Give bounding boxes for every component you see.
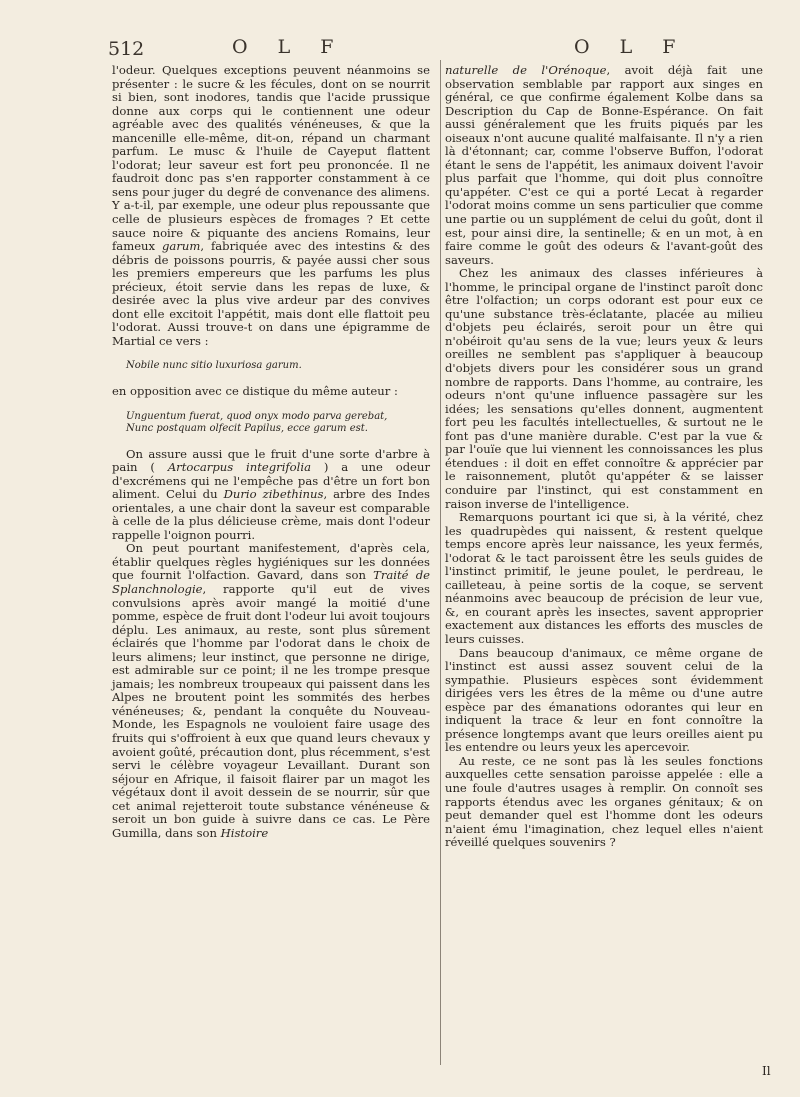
text: , rapporte qu'il eut de vives convulsions après avoir mangé la moitié d'une pomme, espèce de fruit dont l'odeur lui avoit toujours déplu. Les animaux, au reste, sont plus sûrement éclairés que l'homme par l'odorat dans le choix de leurs alimens; leur instinct, que personne ne dirige, est admirable sur ce point; il ne les trompe presque jamais; les nombreux troupeaux qui paissent dans les Alpes ne broutent point les sommités des herbes vénéneuses; &, pendant la conquête du Nouveau-Monde, les Espagnols ne vouloient faire usage des fruits qui s'offroient à eux que quand leurs chevaux y avoient goûté, précaution dont, plus récemment, s'est servi le célèbre voyageur Levaillant. Durant son séjour en Afrique, il faisoit flairer par un magot les végétaux dont il avoit dessein de se nourrir, sûr que cet animal rejetteroit toute substance vénéneuse & seroit un bon guide à suivre dans ce cas. Le Père Gumilla, dans son: [112, 582, 430, 840]
right-column: [445, 64, 763, 850]
paragraph: [112, 64, 430, 348]
running-head-left: O L F: [232, 36, 346, 58]
paragraph: [112, 542, 430, 840]
italic-title: Histoire: [220, 825, 269, 840]
text: On assure aussi que le fruit d'une sorte d'arbre à pain (: [112, 446, 430, 475]
quotation-line: Unguentum fuerat, quod onyx modo parva gerebat,: [126, 410, 388, 422]
text: ) a une odeur d'excrémens qui ne l'empêche pas d'être un fort bon aliment. Celui du: [112, 460, 431, 502]
column-divider: [440, 60, 441, 1065]
text: , fabriquée avec des intestins & des débris de poissons pourris, & payée aussi cher sous les premiers empereurs que les parfums les plus précieux, étoit servie dans les repas de luxe, & desirée avec la plus vive ardeur par des convives dont elle excitoit l'appétit, mais dont elle flattoit peu l'odorat. Aussi trouve-t on dans une épigramme de Martial ce vers :: [112, 239, 431, 348]
text: , avoit déjà fait une observation semblable par rapport aux singes en général, ce que confirme également Kolbe dans sa Description du Cap de Bonne-Espérance. On fait aussi généralement que les fruits piqués par les oiseaux n'ont aucune qualité malfaisante. Il n'y a rien là d'étonnant; car, comme l'observe Buffon, l'odorat étant le sens de l'appétit, les animaux doivent l'avoir plus parfait que l'homme, qui doit plus connoître qu'appéter. C'est ce qui a porté Lecat à regarder l'odorat moins comme un sens particulier que comme une partie ou un supplément de celui du goût, dont il est, pour ainsi dire, la sentinelle; & en un mot, à en faire comme le goût des odeurs & l'avant-goût des saveurs.: [445, 63, 764, 267]
text: On peut pourtant manifestement, d'après cela, établir quelques règles hygiéniques sur les données que fournit l'olfaction. Gavard, dans son: [112, 541, 430, 583]
left-column: [112, 64, 430, 840]
running-head-right: O L F: [574, 36, 688, 58]
quotation: Nobile nunc sitio luxuriosa garum.: [126, 360, 302, 372]
paragraph: Chez les animaux des classes inférieures à l'homme, le principal organe de l'instinct paroît donc être l'olfaction; un corps odorant est pour eux ce qu'une substance très-éclatante, placée au milieu d'objets peu éclairés, seroit pour un être qui n'obéiroit qu'au sens de la vue; leurs yeux & leurs oreilles ne semblent pas s'appliquer à beaucoup d'objets divers pour les considérer sous un grand nombre de rapports. Dans l'homme, au contraire, les odeurs n'ont qu'une influence passagère sur les idées; les sensations qu'elles donnent, augmentent fort peu les facultés intellectuelles, & surtout ne le font pas d'une manière durable. C'est par la vue & par l'ouïe que lui viennent les connoissances les plus étendues : il doit en effet connoître & apprécier par le raisonnement, plutôt qu'appéter & se laisser conduire par l'instinct, qui est constamment en raison inverse de l'intelligence.: [445, 266, 763, 511]
paragraph: Remarquons pourtant ici que si, à la vérité, chez les quadrupèdes qui naissent, & restent quelque temps encore après leur naissance, les yeux fermés, l'odorat & le tact paroissent être les seuls guides de l'instinct primitif, le jeune poulet, le perdreau, le cailleteau, à peine sortis de la coque, se servent néanmoins avec beaucoup de précision de leur vue, &, en courant après les insectes, savent approprier exactement aux distances les efforts des muscles de leurs cuisses.: [445, 510, 763, 646]
italic-term: Durio zibethinus: [223, 487, 324, 502]
page-number: 512: [108, 38, 145, 60]
text: , arbre des Indes orientales, a une chair dont la saveur est comparable à celle de la plus délicieuse crème, mais dont l'odeur rappelle l'oignon pourri.: [112, 487, 430, 542]
italic-term: Artocarpus integrifolia: [167, 460, 311, 475]
text: l'odeur. Quelques exceptions peuvent néanmoins se présenter : le sucre & les fécules, dont on se nourrit si bien, sont inodores, tandis que l'acide prussique donne aux corps qui le contiennent une odeur agréable avec des qualités vénéneuses, & que la mancenille elle-même, dit-on, répand un charmant parfum. Le musc & l'huile de Cayeput flattent l'odorat; leur saveur est fort peu prononcée. Il ne faudroit donc pas s'en rapporter constamment à ce sens pour juger du degré de convenance des alimens. Y a-t-il, par exemple, une odeur plus repoussante que celle de plusieurs espèces de fromages ? Et cette sauce noire & piquante des anciens Romains, leur fameux: [112, 63, 430, 254]
paragraph: en opposition avec ce distique du même auteur :: [112, 383, 398, 398]
italic-title: naturelle de l'Orénoque: [445, 63, 607, 77]
paragraph: [445, 64, 763, 267]
italic-term: garum: [162, 239, 201, 254]
italic-title: Traité de Splanchnologie: [112, 568, 430, 596]
paragraph: [112, 448, 430, 543]
paragraph: Au reste, ce ne sont pas là les seules fonctions auxquelles cette sensation paroisse appelée : elle a une foule d'autres usages à remplir. On connoît ses rapports étendus avec les organes génitaux; & on peut demander quel est l'homme dont les odeurs n'aient ému l'imagination, chez lequel elles n'aient réveillé quelques souvenirs ?: [445, 753, 763, 850]
quotation-line: Nunc postquam olfecit Papilus, ecce garum est.: [126, 423, 368, 435]
paragraph: Dans beaucoup d'animaux, ce même organe de l'instinct est aussi assez souvent celui de la sympathie. Plusieurs espèces sont évidemment dirigées vers les êtres de la même ou d'une autre espèce par des émanations odorantes qui leur en indiquent la trace & leur en font connoître la présence longtemps avant que leurs oreilles aient pu les entendre ou leurs yeux les apercevoir.: [445, 645, 763, 755]
catchword: Il: [762, 1064, 771, 1078]
